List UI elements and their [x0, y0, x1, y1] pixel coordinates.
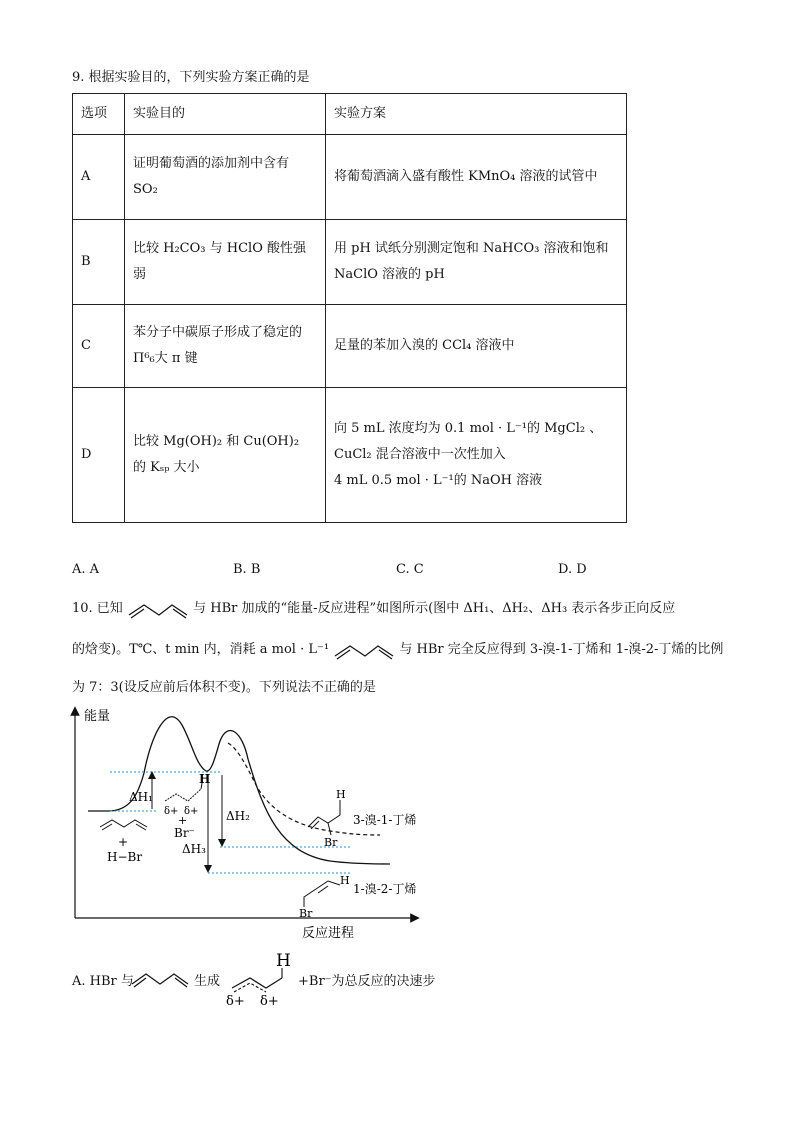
purpose-line: Π⁶₆大 π 键	[133, 351, 198, 366]
product1-h: H	[336, 788, 346, 801]
row-plan	[326, 220, 627, 305]
question-10-line-2	[72, 638, 732, 660]
intermediate-h-label: H	[199, 772, 211, 786]
table-row	[73, 388, 627, 523]
q10-intro: 10. 已知	[72, 601, 123, 616]
header-option: 选项	[73, 94, 125, 135]
reactant-plus: +	[118, 835, 129, 849]
x-axis-label: 反应进程	[302, 926, 355, 941]
question-9-title: 9. 根据实验目的，下列实验方案正确的是	[72, 70, 310, 85]
row-plan	[326, 305, 627, 388]
row-purpose	[125, 220, 326, 305]
plan-line: 4 mL 0.5 mol · L⁻¹的 NaOH 溶液	[334, 473, 543, 488]
butadiene-structure-icon	[333, 640, 395, 660]
option-a-row[interactable]	[72, 948, 472, 1008]
cation-h: H	[276, 951, 291, 971]
row-option: D	[73, 388, 125, 523]
row-plan	[326, 388, 627, 523]
intermediate-allyl-icon	[165, 789, 201, 801]
plan-line: 将葡萄酒滴入盛有酸性 KMnO₄ 溶液的试管中	[334, 169, 598, 184]
product1-br: Br	[324, 836, 338, 849]
q10-line1-text: 与 HBr 加成的“能量-反应进程”如图所示(图中 ΔH₁、ΔH₂、ΔH₃ 表示各步正向反应	[193, 601, 676, 616]
question-10-line-3: 为 7：3(设反应前后体积不变)。下列说法不正确的是	[72, 680, 376, 695]
row-purpose	[125, 135, 326, 220]
answer-option-b[interactable]: B. B	[233, 562, 261, 577]
plan-line: 用 pH 试纸分别测定饱和 NaHCO₃ 溶液和饱和	[334, 241, 609, 256]
purpose-line: 的 Kₛₚ 大小	[133, 460, 200, 475]
purpose-line: SO₂	[133, 182, 158, 197]
energy-reaction-diagram	[60, 703, 480, 943]
product1-structure-icon	[308, 800, 340, 827]
row-plan	[326, 135, 627, 220]
answer-option-a[interactable]: A. A	[72, 562, 100, 577]
row-purpose	[125, 388, 326, 523]
purpose-line: 苯分子中碳原子形成了稳定的	[133, 325, 303, 340]
dh2-label: ΔH₂	[226, 809, 250, 823]
table-row	[73, 305, 627, 388]
q10-line2-text-b: 与 HBr 完全反应得到 3-溴-1-丁烯和 1-溴-2-丁烯的比例	[399, 642, 724, 657]
br-minus: Br⁻	[174, 826, 195, 840]
y-axis-label: 能量	[84, 709, 111, 724]
table-header-row	[73, 94, 627, 135]
purpose-line: 比较 H₂CO₃ 与 HClO 酸性强	[133, 241, 306, 256]
plan-line: NaClO 溶液的 pH	[334, 267, 445, 282]
product2-name: 1-溴-2-丁烯	[353, 882, 417, 896]
answer-option-c[interactable]: C. C	[396, 562, 424, 577]
table-row	[73, 135, 627, 220]
product2-br: Br	[299, 907, 313, 920]
allyl-cation-icon	[222, 948, 294, 1008]
experiment-table	[72, 93, 627, 523]
dh3-label: ΔH₃	[182, 842, 206, 856]
butadiene-structure-icon	[130, 968, 190, 988]
answer-option-d[interactable]: D. D	[558, 562, 587, 577]
plan-line: 足量的苯加入溴的 CCl₄ 溶液中	[334, 338, 515, 353]
option-a-text-b: 生成	[194, 974, 221, 989]
row-option: A	[73, 135, 125, 220]
purpose-line: 证明葡萄酒的添加剂中含有	[133, 156, 290, 171]
table-row	[73, 220, 627, 305]
delta-plus-1: δ+	[164, 806, 179, 817]
plan-line: 向 5 mL 浓度均为 0.1 mol · L⁻¹的 MgCl₂ 、	[334, 421, 603, 436]
dh1-label: ΔH₁	[129, 790, 153, 804]
header-plan: 实验方案	[326, 94, 627, 135]
option-a-text-c: +Br⁻为总反应的决速步	[298, 974, 436, 989]
cation-delta-1: δ+	[226, 994, 245, 1008]
header-purpose: 实验目的	[125, 94, 326, 135]
row-option: B	[73, 220, 125, 305]
question-10-line-1	[72, 597, 732, 619]
purpose-line: 比较 Mg(OH)₂ 和 Cu(OH)₂	[133, 434, 300, 449]
reactant-hbr: H−Br	[107, 850, 143, 864]
product2-structure-icon	[304, 881, 340, 907]
double-bond-mark	[136, 824, 146, 830]
butadiene-structure-icon	[127, 599, 189, 619]
delta-plus-2: δ+	[184, 806, 199, 817]
product2-h: H	[340, 874, 350, 887]
product1-br-bond	[328, 823, 331, 835]
plan-line: CuCl₂ 混合溶液中一次性加入	[334, 447, 506, 462]
product1-name: 3-溴-1-丁烯	[353, 813, 417, 827]
purpose-line: 弱	[133, 267, 147, 282]
br-plus: +	[178, 814, 188, 827]
row-purpose	[125, 305, 326, 388]
cation-delta-2: δ+	[260, 994, 279, 1008]
option-a-text-a: A. HBr 与	[72, 974, 134, 989]
q10-line2-text-a: 的焓变)。T℃、t min 内，消耗 a mol · L⁻¹	[72, 642, 330, 657]
row-option: C	[73, 305, 125, 388]
